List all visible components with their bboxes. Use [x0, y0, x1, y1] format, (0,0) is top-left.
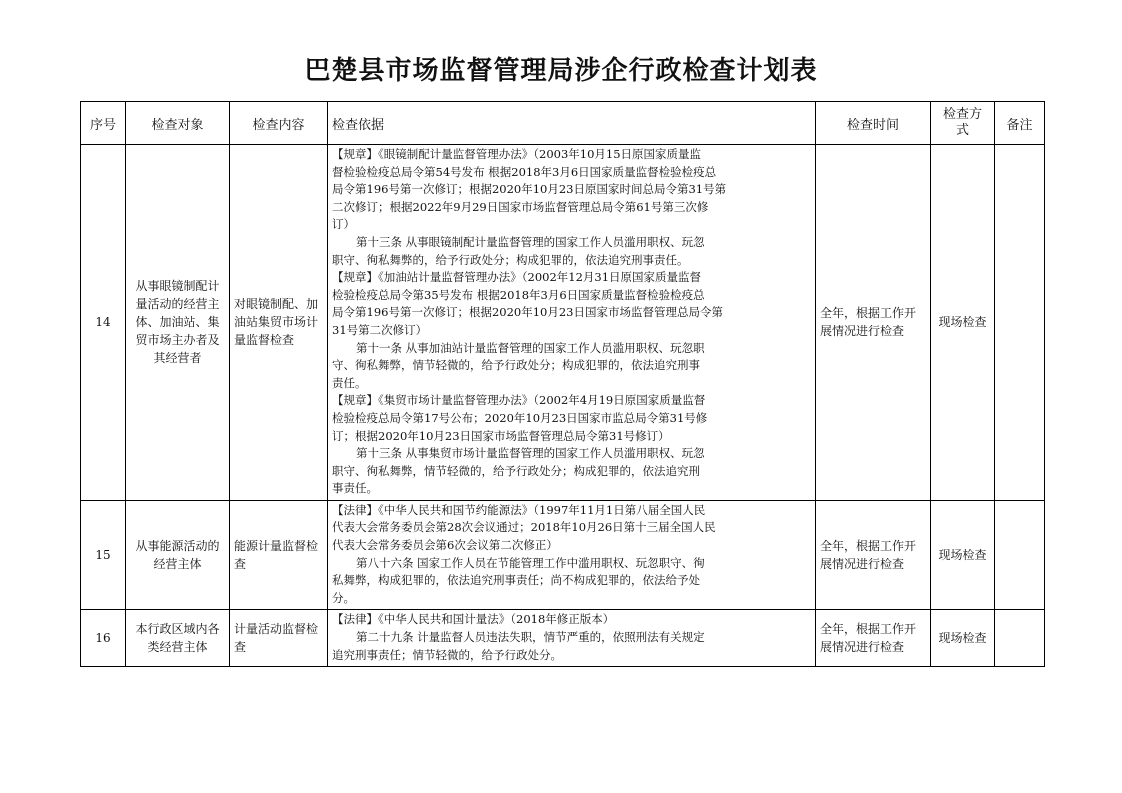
- row-target: 本行政区域内各类经营主体: [126, 610, 230, 667]
- row-remark: [995, 145, 1045, 501]
- basis-line: 局令第196号第一次修订；根据2020年10月23日国家市场监督管理总局令第: [332, 305, 723, 320]
- basis-line: 局令第196号第一次修订；根据2020年10月23日原国家时间总局令第31号第: [332, 182, 727, 197]
- basis-line: 追究刑事责任；情节轻微的，给予行政处分。: [332, 647, 562, 662]
- table-row: [81, 500, 1045, 610]
- basis-line: 31号第二次修订）: [332, 322, 428, 337]
- row-remark: [995, 500, 1045, 610]
- basis-line: 【规章】《加油站计量监督管理办法》（2002年12月31日原国家质量监督: [332, 270, 702, 285]
- header-remark: 备注: [995, 102, 1045, 145]
- basis-line: 代表大会常务委员会第6次会议第二次修正）: [332, 538, 558, 553]
- row-time: 全年，根据工作开展情况进行检查: [816, 500, 931, 610]
- basis-line: 第十一条 从事加油站计量监督管理的国家工作人员滥用职权、玩忽职: [356, 340, 705, 355]
- row-content: 能源计量监督检查: [230, 500, 328, 610]
- basis-line: 检验检疫总局令第35号发布 根据2018年3月6日国家质量监督检验检疫总: [332, 287, 705, 302]
- table-row: [81, 145, 1045, 501]
- basis-line: 事责任。: [332, 481, 378, 496]
- header-time: 检查时间: [816, 102, 931, 145]
- basis-line: 代表大会常务委员会第28次会议通过；2018年10月26日第十三届全国人民: [332, 520, 716, 535]
- row-content: 计量活动监督检查: [230, 610, 328, 667]
- table-row: [81, 610, 1045, 667]
- basis-line: 检验检疫总局令第17号公布；2020年10月23日国家市监总局令第31号修: [332, 410, 708, 425]
- basis-line: 分。: [332, 590, 355, 605]
- row-method: 现场检查: [931, 610, 995, 667]
- row-target: 从事能源活动的经营主体: [126, 500, 230, 610]
- header-basis: 检查依据: [328, 102, 816, 145]
- basis-line: 【法律】《中华人民共和国计量法》（2018年修正版本）: [332, 612, 615, 627]
- basis-line: 【规章】《眼镜制配计量监督管理办法》（2003年10月15日原国家质量监: [332, 147, 702, 161]
- header-seq: 序号: [81, 102, 126, 145]
- page-title: 巴楚县市场监督管理局涉企行政检查计划表: [304, 56, 818, 86]
- inspection-plan-table: [80, 101, 1045, 667]
- row-basis: [328, 500, 816, 610]
- row-basis: [328, 145, 816, 501]
- row-method: 现场检查: [931, 500, 995, 610]
- basis-line: 第八十六条 国家工作人员在节能管理工作中滥用职权、玩忽职守、徇: [356, 555, 705, 570]
- row-time: 全年，根据工作开展情况进行检查: [816, 610, 931, 667]
- basis-line: 第十三条 从事集贸市场计量监督管理的国家工作人员滥用职权、玩忽: [356, 446, 705, 461]
- row-time: 全年，根据工作开展情况进行检查: [816, 145, 931, 501]
- basis-line: 私舞弊，构成犯罪的，依法追究刑事责任；尚不构成犯罪的，依法给予处: [332, 573, 700, 588]
- header-target: 检查对象: [126, 102, 230, 145]
- row-content: 对眼镜制配、加油站集贸市场计量监督检查: [230, 145, 328, 501]
- row-remark: [995, 610, 1045, 667]
- basis-line: 第二十九条 计量监督人员违法失职，情节严重的，依照刑法有关规定: [356, 630, 705, 645]
- row-method: 现场检查: [931, 145, 995, 501]
- basis-line: 【规章】《集贸市场计量监督管理办法》（2002年4月19日原国家质量监督: [332, 393, 706, 408]
- row-target: 从事眼镜制配计量活动的经营主体、加油站、集贸市场主办者及其经营者: [126, 145, 230, 501]
- row-seq: 14: [81, 145, 126, 501]
- basis-line: 职守、徇私舞弊，情节轻微的，给予行政处分；构成犯罪的，依法追究刑: [332, 463, 700, 478]
- table-header-row: [81, 102, 1045, 145]
- basis-line: 订）: [332, 217, 355, 232]
- header-content: 检查内容: [230, 102, 328, 145]
- basis-line: 督检验检疫总局令第54号发布 根据2018年3月6日国家质量监督检验检疫总: [332, 164, 717, 179]
- row-seq: 16: [81, 610, 126, 667]
- header-method: 检查方式: [931, 102, 995, 145]
- row-basis: [328, 610, 816, 667]
- basis-line: 守、徇私舞弊，情节轻微的，给予行政处分；构成犯罪的，依法追究刑事: [332, 358, 700, 373]
- basis-line: 订；根据2020年10月23日国家市场监督管理总局令第31号修订）: [332, 428, 670, 443]
- basis-line: 责任。: [332, 375, 367, 390]
- basis-line: 二次修订；根据2022年9月29日国家市场监督管理总局令第61号第三次修: [332, 199, 709, 214]
- basis-line: 第十三条 从事眼镜制配计量监督管理的国家工作人员滥用职权、玩忽: [356, 234, 705, 249]
- row-seq: 15: [81, 500, 126, 610]
- basis-line: 【法律】《中华人民共和国节约能源法》（1997年11月1日第八届全国人民: [332, 502, 706, 517]
- basis-line: 职守、徇私舞弊的，给予行政处分；构成犯罪的，依法追究刑事责任。: [332, 252, 689, 267]
